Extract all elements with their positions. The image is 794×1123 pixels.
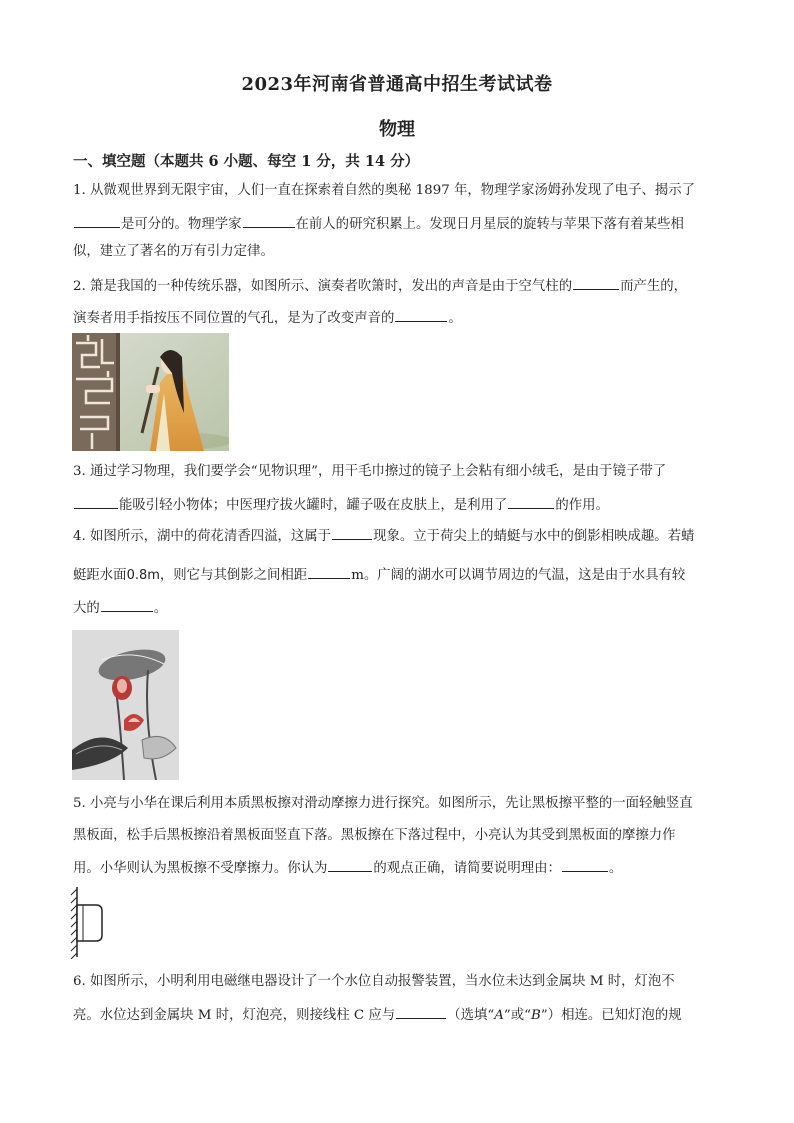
q2-line-2: 演奏者用手指按压不同位置的气孔，是为了改变声音的 。: [73, 308, 462, 328]
q4-line-1: 4. 如图所示，湖中的荷花清香四溢，这属于 现象。立于荷尖上的蜻蜓与水中的倒影相映成趣。若蜻: [73, 526, 694, 546]
q5-line-2: 黑板面，松手后黑板擦沿着黑板面竖直下落。黑板擦在下落过程中，小亮认为其受到黑板面的摩擦力作: [73, 828, 676, 843]
q6-line-1: 6. 如图所示，小明利用电磁继电器设计了一个水位自动报警装置，当水位未达到金属块 M 时，灯泡不: [73, 974, 675, 989]
q6-line-2: 亮。水位达到金属块 M 时，灯泡亮，则接线柱 C 应与 （选填“A”或“B”）相连。已知灯泡的规: [73, 1005, 682, 1025]
q1-line-2: 是可分的。物理学家 在前人的研究积累上。发现日月星辰的旋转与苹果下落有着某些相: [73, 214, 684, 234]
q1-line-3: 似，建立了著名的万有引力定律。: [73, 244, 274, 259]
q3-line-2: 能吸引轻小物体；中医理疗拔火罐时，罐子吸在皮肤上，是利用了 的作用。: [73, 495, 609, 515]
answer-blank[interactable]: [573, 276, 619, 290]
answer-blank[interactable]: [395, 308, 447, 322]
flute-player-figure: [72, 333, 229, 451]
answer-blank[interactable]: [562, 858, 608, 872]
answer-blank[interactable]: [74, 214, 120, 228]
exam-title: 2023年河南省普通高中招生考试试卷: [241, 74, 553, 95]
answer-blank[interactable]: [396, 1005, 446, 1019]
distance-value: 0.8m: [126, 568, 160, 583]
q5-line-1: 5. 小亮与小华在课后利用本质黑板擦对滑动摩擦力进行探究。如图所示，先让黑板擦平整的一面轻触竖直: [73, 796, 693, 811]
q5-line-3: 用。小华则认为黑板擦不受摩擦力。你认为 的观点正确，请简要说明理由： 。: [73, 858, 622, 878]
answer-blank[interactable]: [308, 565, 350, 579]
answer-blank[interactable]: [74, 495, 118, 509]
q4-line-3: 大的 。: [73, 598, 167, 618]
answer-blank[interactable]: [101, 598, 153, 612]
answer-blank[interactable]: [328, 858, 372, 872]
exam-subject: 物理: [379, 119, 415, 140]
answer-blank[interactable]: [243, 214, 295, 228]
q3-line-1: 3. 通过学习物理，我们要学会“见物识理”，用干毛巾擦过的镜子上会粘有细小绒毛，是由于镜子带了: [73, 464, 667, 479]
lotus-figure: [72, 630, 179, 780]
answer-blank[interactable]: [508, 495, 554, 509]
section-heading: 一、填空题（本题共 6 小题、每空 1 分，共 14 分）: [73, 153, 420, 170]
blackboard-eraser-figure: [70, 885, 106, 959]
answer-blank[interactable]: [332, 526, 372, 540]
q1-line-1: 1. 从微观世界到无限宇宙，人们一直在探索着自然的奥秘 1897 年，物理学家汤姆孙发现了电子、揭示了: [73, 183, 696, 198]
q2-line-1: 2. 箫是我国的一种传统乐器，如图所示、演奏者吹箫时，发出的声音是由于空气柱的 而产生的，: [73, 276, 687, 296]
q4-line-2: 蜓距水面0.8m，则它与其倒影之间相距 m。广阔的湖水可以调节周边的气温，这是由于水具有较: [73, 565, 685, 585]
